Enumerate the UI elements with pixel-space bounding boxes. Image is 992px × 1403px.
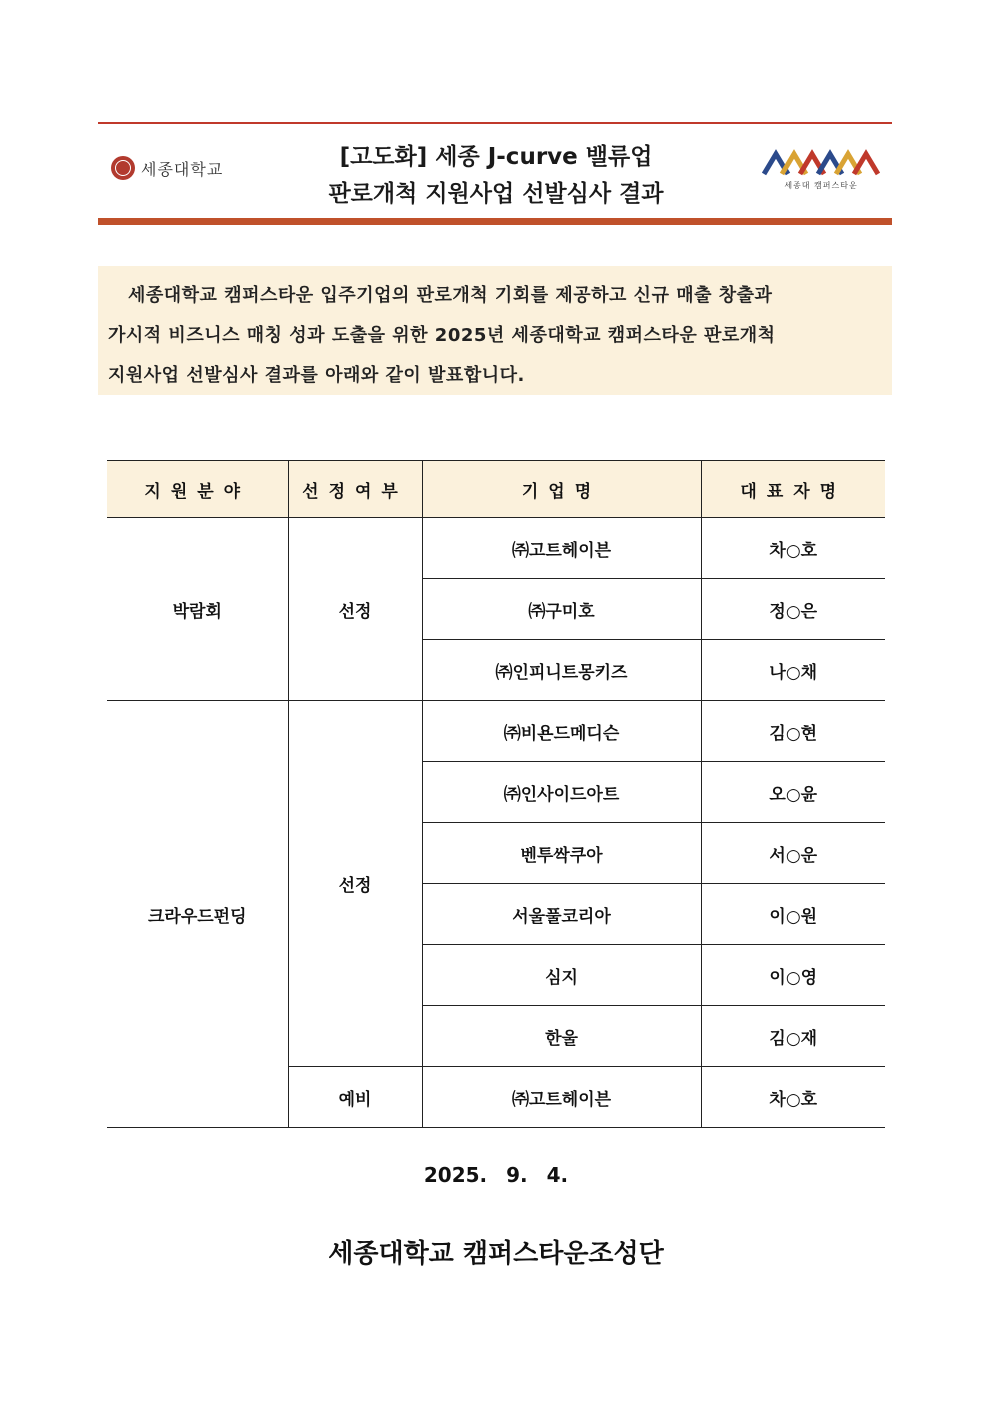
representative-cell: 서○운 [701, 823, 885, 884]
campustown-logo [762, 148, 880, 191]
announcement-date: 2025. 9. 4. [423, 1163, 569, 1187]
table-header-row [107, 461, 885, 518]
status-cell: 선정 [288, 701, 422, 1067]
intro-line-1: 세종대학교 캠퍼스타운 입주기업의 판로개척 기회를 제공하고 신규 매출 창출과 [128, 285, 773, 306]
representative-cell: 차○호 [701, 518, 885, 579]
intro-paragraph [98, 266, 892, 395]
header-company: 기업명 [422, 461, 701, 518]
field-cell: 크라우드펀딩 [107, 701, 288, 1128]
representative-cell: 이○영 [701, 945, 885, 1006]
issuing-organization: 세종대학교 캠퍼스타운조성단 [328, 1239, 664, 1269]
representative-cell: 김○현 [701, 701, 885, 762]
company-cell: ㈜인사이드아트 [422, 762, 701, 823]
header-top-rule [98, 122, 892, 124]
company-cell: ㈜고트헤이븐 [422, 518, 701, 579]
header-status: 선정여부 [288, 461, 422, 518]
representative-cell: 차○호 [701, 1067, 885, 1128]
representative-cell: 이○원 [701, 884, 885, 945]
intro-line-3: 지원사업 선발심사 결과를 아래와 같이 발표합니다. [108, 365, 525, 386]
status-cell: 선정 [288, 518, 422, 701]
company-cell: ㈜구미호 [422, 579, 701, 640]
university-logo-text: 세종대학교 [141, 159, 224, 179]
company-cell: ㈜인피니트몽키즈 [422, 640, 701, 701]
representative-cell: 나○채 [701, 640, 885, 701]
header-bottom-bar [98, 218, 892, 225]
header-representative: 대표자명 [701, 461, 885, 518]
company-cell: 서울풀코리아 [422, 884, 701, 945]
intro-line-2: 가시적 비즈니스 매칭 성과 도출을 위한 2025년 세종대학교 캠퍼스타운 판로개척 [108, 325, 776, 346]
table-row [107, 701, 885, 762]
document-title-line2: 판로개척 지원사업 선발심사 결과 [328, 181, 664, 207]
company-cell: ㈜고트헤이븐 [422, 1067, 701, 1128]
company-cell: 심지 [422, 945, 701, 1006]
field-cell: 박람회 [107, 518, 288, 701]
document-title-line1: [고도화] 세종 J-curve 밸류업 [339, 144, 653, 170]
representative-cell: 정○은 [701, 579, 885, 640]
campustown-logo-text: 세종대 캠퍼스타운 [784, 181, 858, 190]
representative-cell: 김○재 [701, 1006, 885, 1067]
status-cell: 예비 [288, 1067, 422, 1128]
campustown-mark-icon [762, 148, 880, 178]
representative-cell: 오○윤 [701, 762, 885, 823]
header-field: 지원분야 [107, 461, 288, 518]
selection-result-table [107, 460, 885, 1128]
company-cell: 벤투싹쿠아 [422, 823, 701, 884]
company-cell: ㈜비욘드메디슨 [422, 701, 701, 762]
company-cell: 한울 [422, 1006, 701, 1067]
sejong-university-logo [111, 156, 223, 180]
university-seal-icon [111, 156, 135, 180]
table-row [107, 518, 885, 579]
